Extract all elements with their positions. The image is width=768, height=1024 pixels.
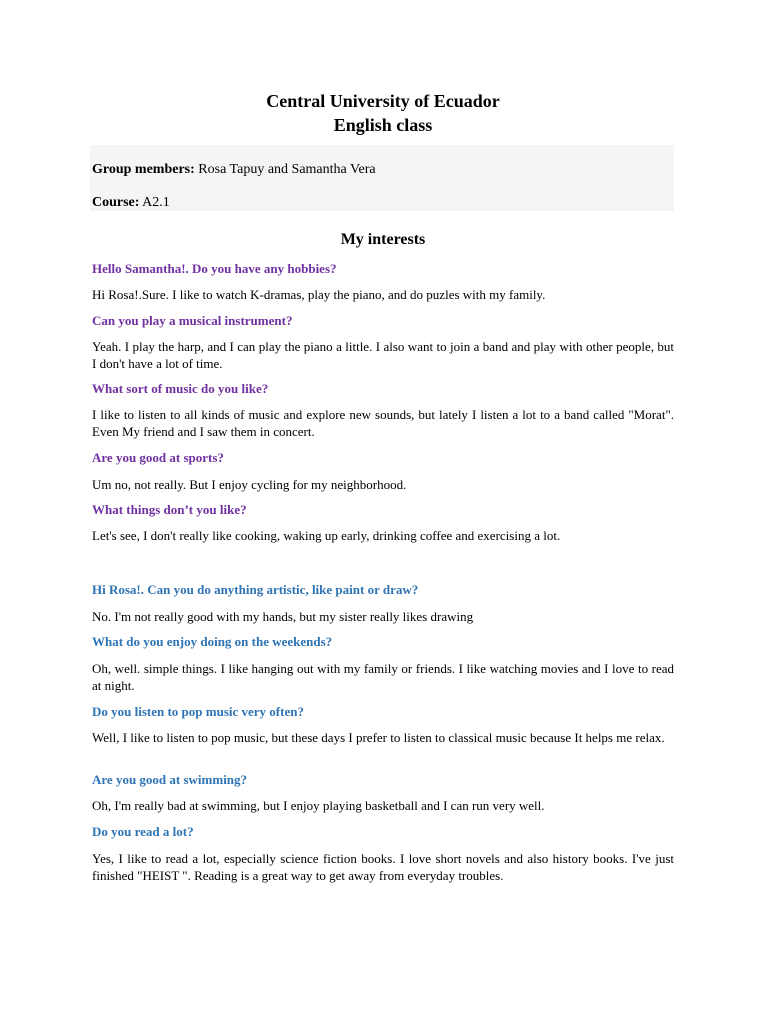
course-value: A2.1 — [142, 195, 170, 210]
question-8: Do you listen to pop music very often? — [92, 704, 304, 719]
question-1: Hello Samantha!. Do you have any hobbies? — [92, 261, 337, 276]
answer-1: Hi Rosa!.Sure. I like to watch K-dramas, play the piano, and do puzles with my family. — [92, 287, 546, 302]
question-2: Can you play a musical instrument? — [92, 313, 293, 328]
group-members-label: Group members: — [92, 162, 195, 177]
group-members-value: Rosa Tapuy and Samantha Vera — [198, 162, 376, 177]
answer-9: Oh, I'm really bad at swimming, but I enjoy playing basketball and I can run very well. — [92, 798, 545, 813]
section-heading: My interests — [340, 231, 426, 248]
answer-3: I like to listen to all kinds of music and explore new sounds, but lately I listen a lot to a band called "Morat". Even My friend and I saw them in concert. — [92, 407, 674, 439]
answer-5: Let's see, I don't really like cooking, waking up early, drinking coffee and exercising a lot. — [92, 528, 561, 543]
document-title — [92, 89, 674, 137]
course-line — [92, 194, 170, 212]
course-label: Course: — [92, 195, 140, 210]
answer-8: Well, I like to listen to pop music, but these days I prefer to listen to classical music because It helps me relax. — [92, 730, 665, 745]
info-box — [90, 145, 674, 211]
answer-6: No. I'm not really good with my hands, but my sister really likes drawing — [92, 609, 474, 624]
question-10: Do you read a lot? — [92, 824, 194, 839]
answer-10: Yes, I like to read a lot, especially science fiction books. I love short novels and also history books. I've just finished "HEIST ". Reading is a great way to get away from everyday troubles. — [92, 851, 674, 883]
answer-4: Um no, not really. But I enjoy cycling for my neighborhood. — [92, 477, 407, 492]
answer-2: Yeah. I play the harp, and I can play the piano a little. I also want to join a band and play with other people, but I don't have a lot of time. — [92, 339, 674, 371]
answer-7: Oh, well. simple things. I like hanging out with my family or friends. I like watching movies and I love to read at night. — [92, 661, 674, 693]
question-7: What do you enjoy doing on the weekends? — [92, 634, 333, 649]
group-members-line — [92, 161, 376, 179]
question-5: What things don’t you like? — [92, 502, 247, 517]
question-3: What sort of music do you like? — [92, 381, 269, 396]
title-line-university: Central University of Ecuador — [266, 91, 500, 111]
question-9: Are you good at swimming? — [92, 772, 248, 787]
question-6: Hi Rosa!. Can you do anything artistic, like paint or draw? — [92, 582, 419, 597]
title-line-class: English class — [333, 115, 433, 135]
question-4: Are you good at sports? — [92, 450, 224, 465]
